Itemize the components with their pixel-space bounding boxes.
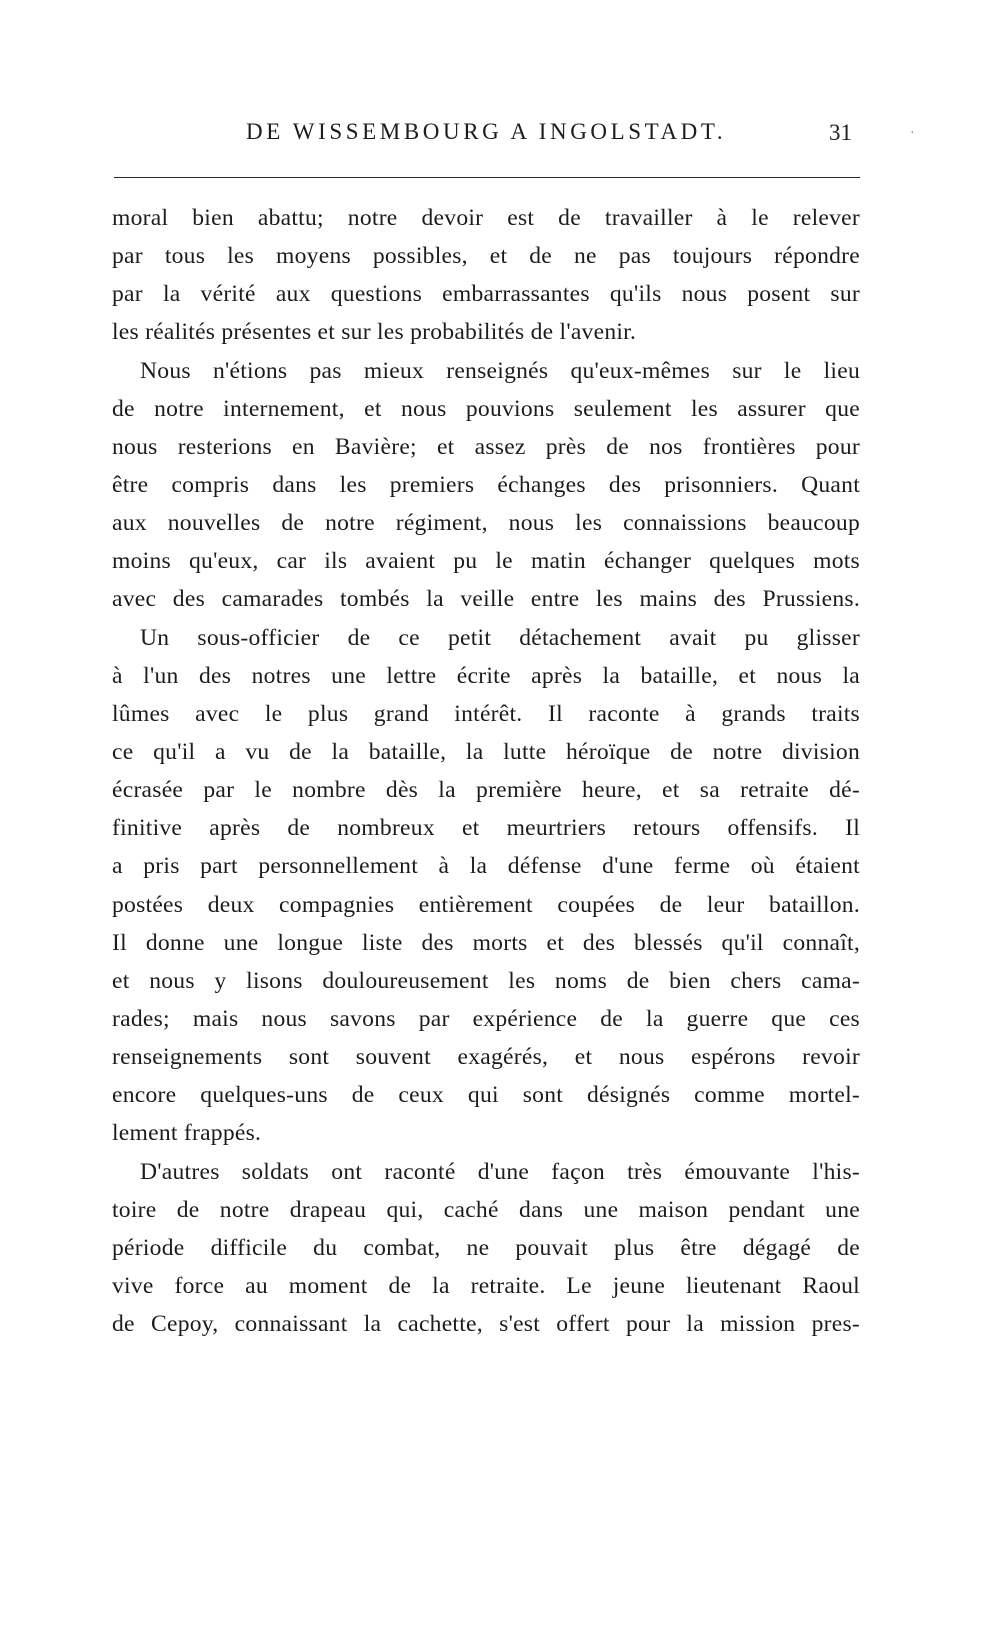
text-line: lûmes avec le plus grand intérêt. Il raconte à grands traits <box>112 700 860 727</box>
text-line: période difficile du combat, ne pouvait plus être dégagé de <box>112 1234 860 1261</box>
text-line: de notre internement, et nous pouvions seulement les assurer que <box>112 395 860 422</box>
text-line: rades; mais nous savons par expérience de la guerre que ces <box>112 1005 860 1032</box>
text-line: les réalités présentes et sur les probabilités de l'avenir. <box>112 319 637 346</box>
running-head <box>112 118 860 148</box>
print-speck: · <box>910 126 915 141</box>
header-rule <box>114 177 860 178</box>
text-line: de Cepoy, connaissant la cachette, s'est offert pour la mission pres- <box>112 1311 860 1338</box>
text-line: renseignements sont souvent exagérés, et nous espérons revoir <box>112 1044 860 1071</box>
text-line: avec des camarades tombés la veille entre les mains des Prussiens. <box>112 586 860 613</box>
text-line: D'autres soldats ont raconté d'une façon très émouvante l'his- <box>140 1158 860 1185</box>
text-line: ce qu'il a vu de la bataille, la lutte héroïque de notre division <box>112 738 860 765</box>
text-line: être compris dans les premiers échanges des prisonniers. Quant <box>112 471 860 498</box>
text-line: Un sous-officier de ce petit détachement avait pu glisser <box>140 624 860 651</box>
text-line: toire de notre drapeau qui, caché dans une maison pendant une <box>112 1196 860 1223</box>
text-line: à l'un des notres une lettre écrite après la bataille, et nous la <box>112 662 860 689</box>
text-line: aux nouvelles de notre régiment, nous les connaissions beaucoup <box>112 510 860 537</box>
text-line: nous resterions en Bavière; et assez près de nos frontières pour <box>112 433 860 460</box>
text-line: lement frappés. <box>112 1120 262 1147</box>
running-title: DE WISSEMBOURG A INGOLSTADT. <box>246 119 727 144</box>
text-line: encore quelques-uns de ceux qui sont désignés comme mortel- <box>112 1082 860 1109</box>
text-line: finitive après de nombreux et meurtriers retours offensifs. Il <box>112 815 860 842</box>
text-line: par tous les moyens possibles, et de ne pas toujours répondre <box>112 243 860 270</box>
text-line: et nous y lisons douloureusement les noms de bien chers cama- <box>112 967 860 994</box>
text-line: moral bien abattu; notre devoir est de travailler à le relever <box>112 205 860 231</box>
text-line: vive force au moment de la retraite. Le jeune lieutenant Raoul <box>112 1272 860 1299</box>
text-line: par la vérité aux questions embarrassantes qu'ils nous posent sur <box>112 281 860 308</box>
text-line: postées deux compagnies entièrement coupées de leur bataillon. <box>112 891 860 918</box>
text-line: a pris part personnellement à la défense d'une ferme où étaient <box>112 853 860 880</box>
body-text <box>112 199 860 1343</box>
text-line: moins qu'eux, car ils avaient pu le matin échanger quelques mots <box>112 548 860 575</box>
page-number: 31 <box>829 120 852 145</box>
text-line: Il donne une longue liste des morts et des blessés qu'il connaît, <box>112 929 860 956</box>
text-line: Nous n'étions pas mieux renseignés qu'eux-mêmes sur le lieu <box>140 357 860 384</box>
text-line: écrasée par le nombre dès la première heure, et sa retraite dé- <box>112 777 860 804</box>
